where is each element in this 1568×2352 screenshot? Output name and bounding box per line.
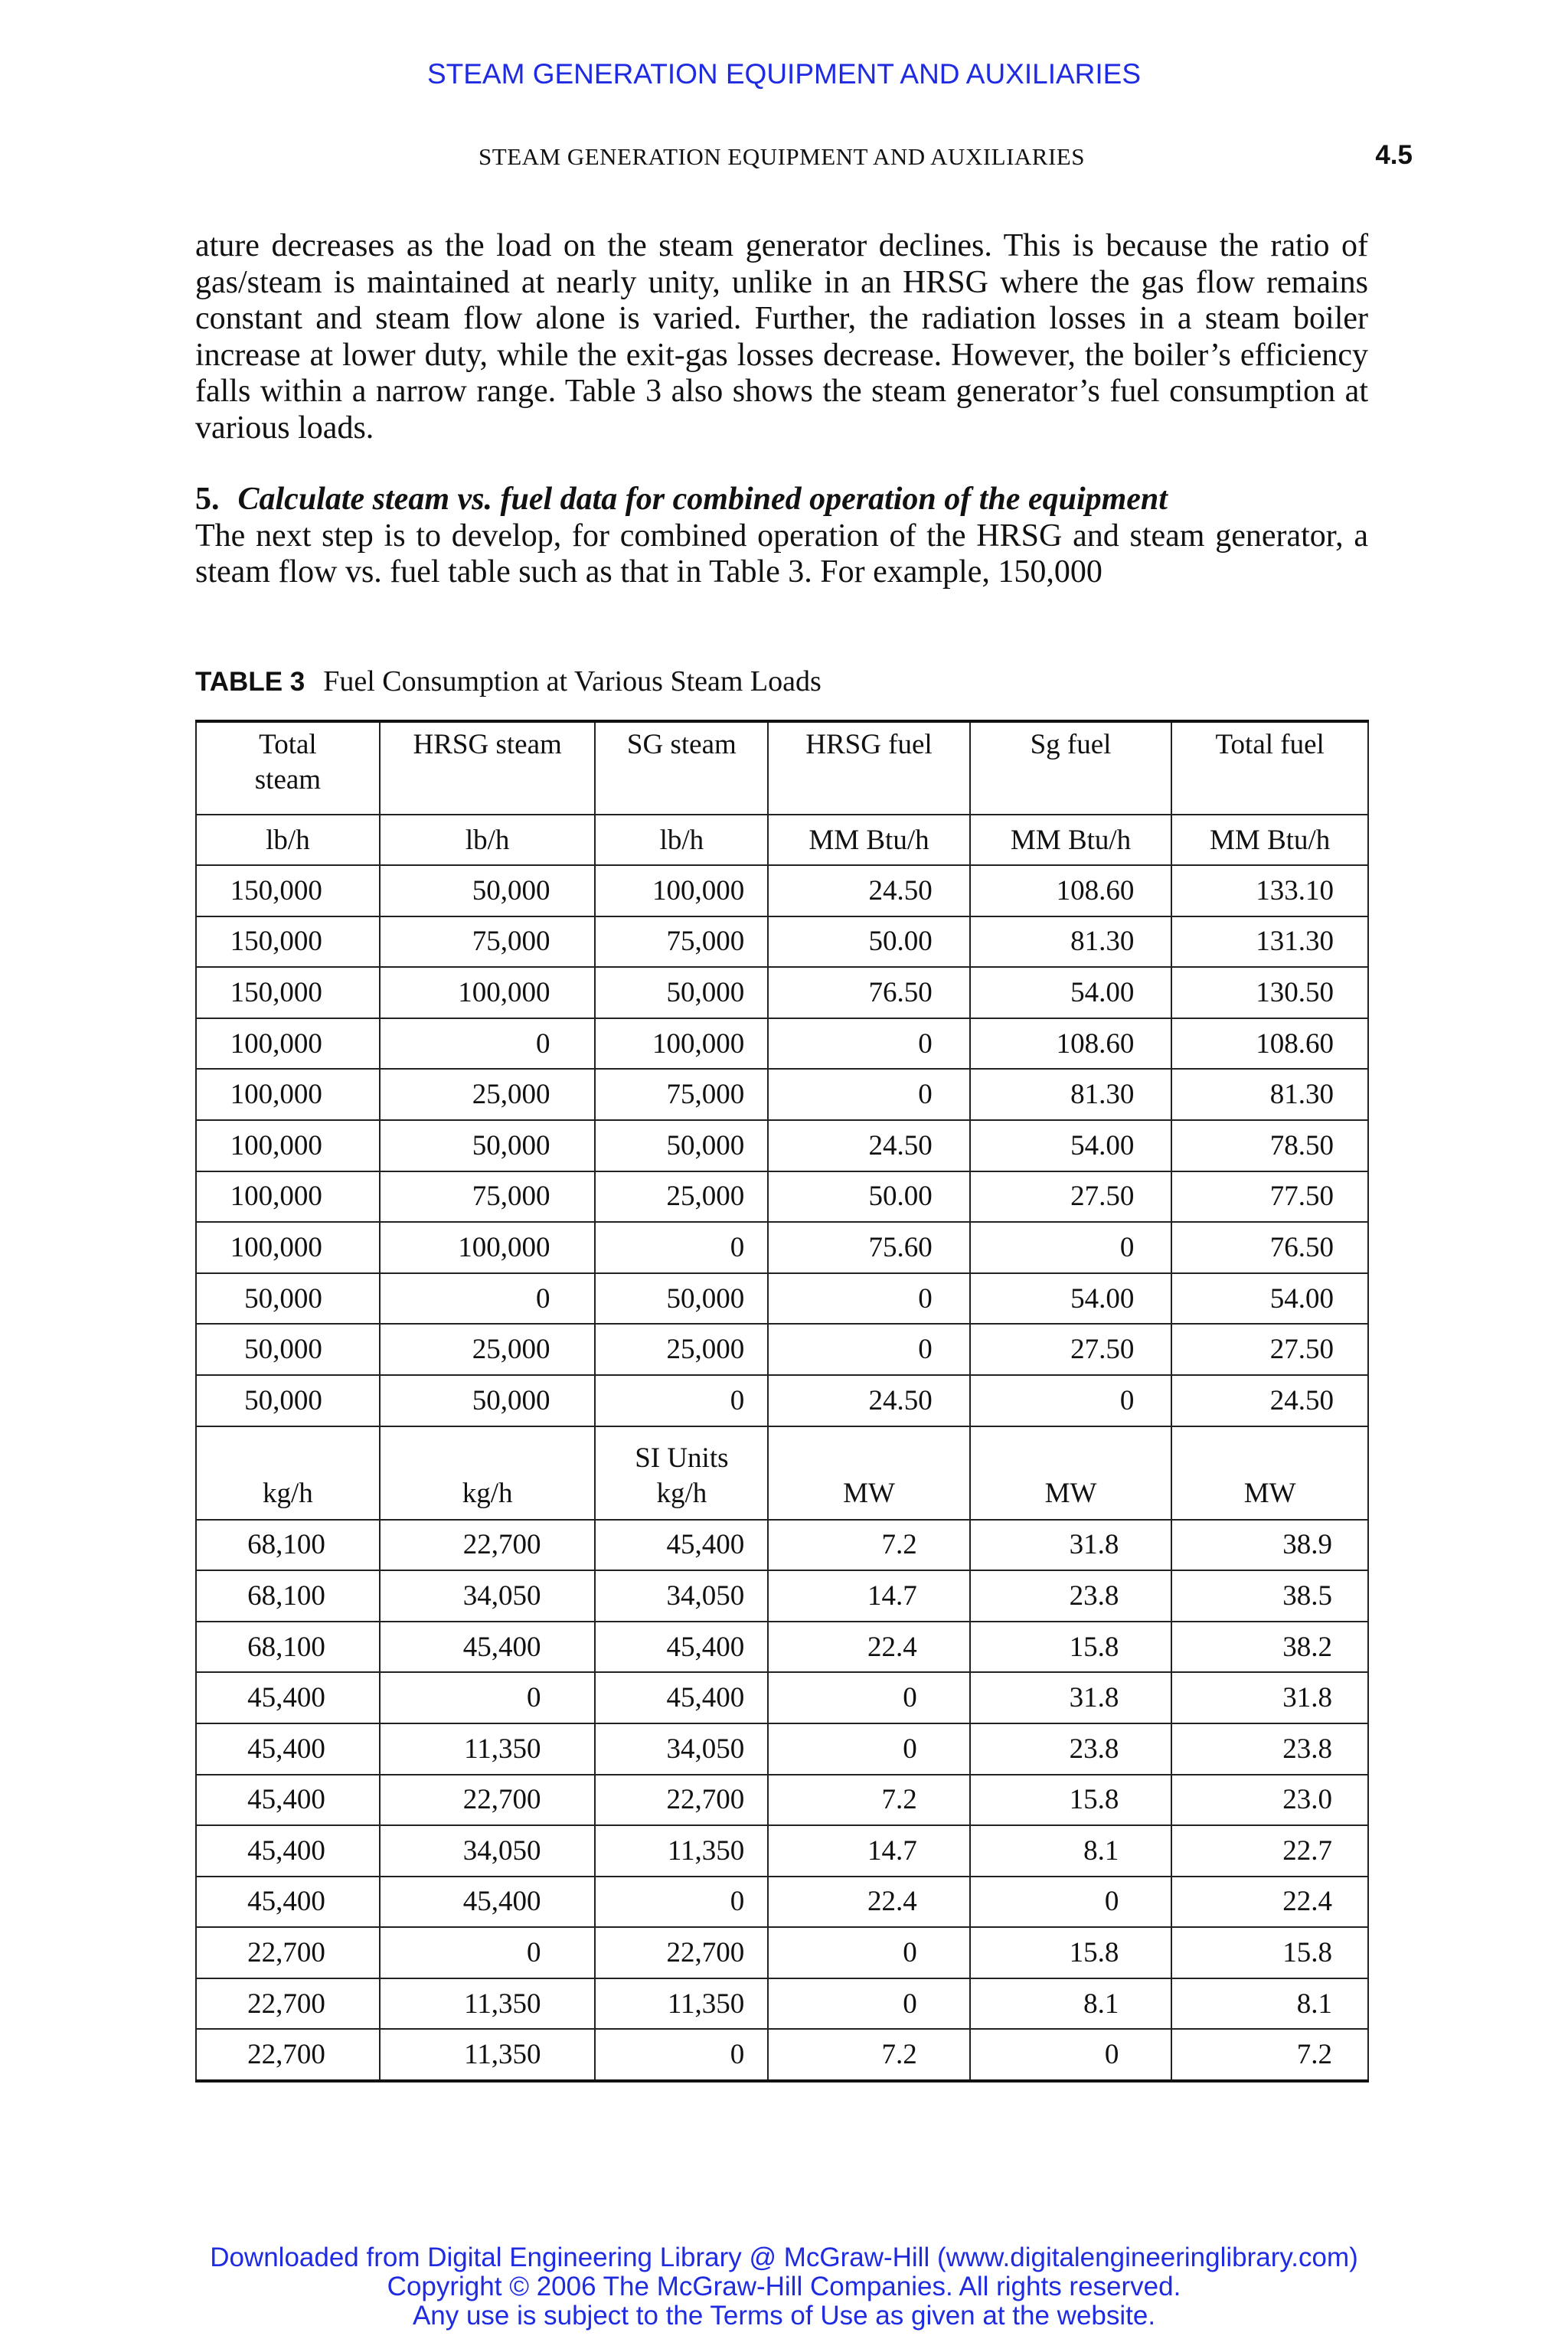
- table-cell: 0: [768, 1978, 970, 2030]
- table-row: [196, 1069, 1368, 1120]
- table-cell: 100,000: [380, 967, 596, 1018]
- table-row: [196, 1775, 1368, 1826]
- table-cell: 77.50: [1171, 1171, 1368, 1223]
- table-cell: 45,400: [196, 1672, 380, 1723]
- table-cell: 100,000: [196, 1171, 380, 1223]
- unit-cell: MM Btu/h: [1171, 815, 1368, 865]
- table-cell: 0: [768, 1672, 970, 1723]
- table-cell: 0: [970, 1877, 1172, 1928]
- table-row: [196, 1927, 1368, 1978]
- table-cell: 0: [768, 1723, 970, 1775]
- table-cell: 27.50: [970, 1324, 1172, 1375]
- step-5: [195, 482, 1368, 591]
- table-cell: 54.00: [970, 1120, 1172, 1171]
- table-cell: 31.8: [970, 1672, 1172, 1723]
- table-cell: 22.4: [768, 1877, 970, 1928]
- table-cell: 131.30: [1171, 916, 1368, 968]
- table-row: [196, 1520, 1368, 1571]
- table-cell: 0: [970, 2029, 1172, 2081]
- table-cell: 0: [768, 1069, 970, 1120]
- unit-cell: [595, 1426, 768, 1520]
- table-cell: 7.2: [768, 2029, 970, 2081]
- table-label: TABLE 3: [195, 667, 305, 697]
- unit-cell: lb/h: [595, 815, 768, 865]
- table-cell: 15.8: [1171, 1927, 1368, 1978]
- table-cell: 24.50: [1171, 1375, 1368, 1426]
- table-cell: 23.8: [1171, 1723, 1368, 1775]
- table-cell: 0: [970, 1222, 1172, 1273]
- table-cell: 8.1: [970, 1978, 1172, 2030]
- table-cell: 7.2: [768, 1775, 970, 1826]
- table-cell: 108.60: [1171, 1018, 1368, 1070]
- table-cell: 50,000: [196, 1273, 380, 1325]
- table-cell: 50,000: [380, 865, 596, 916]
- table-cell: 150,000: [196, 967, 380, 1018]
- table-cell: 25,000: [595, 1171, 768, 1223]
- table-cell: 22,700: [595, 1775, 768, 1826]
- unit-cell: MM Btu/h: [970, 815, 1172, 865]
- table-cell: 25,000: [380, 1324, 596, 1375]
- table-cell: 14.7: [768, 1825, 970, 1877]
- table-cell: 14.7: [768, 1570, 970, 1622]
- table-cell: 27.50: [1171, 1324, 1368, 1375]
- table-row: [196, 1273, 1368, 1325]
- table-cell: 11,350: [380, 1978, 596, 2030]
- table-cell: 8.1: [970, 1825, 1172, 1877]
- table-cell: 31.8: [1171, 1672, 1368, 1723]
- column-header: Total fuel: [1171, 721, 1368, 815]
- table-cell: 38.2: [1171, 1622, 1368, 1673]
- table-row: [196, 1877, 1368, 1928]
- table-cell: 50,000: [196, 1375, 380, 1426]
- footer-copyright-line: Copyright © 2006 The McGraw-Hill Companies. All rights reserved.: [387, 2272, 1181, 2301]
- table-row: [196, 2029, 1368, 2081]
- table-cell: 25,000: [595, 1324, 768, 1375]
- table-cell: 81.30: [970, 1069, 1172, 1120]
- table-cell: 50,000: [196, 1324, 380, 1375]
- table-cell: 11,350: [595, 1825, 768, 1877]
- table-row: [196, 1723, 1368, 1775]
- table-cell: 81.30: [970, 916, 1172, 968]
- table-cell: 68,100: [196, 1570, 380, 1622]
- unit-text: MW: [843, 1477, 895, 1509]
- table-cell: 78.50: [1171, 1120, 1368, 1171]
- table-cell: 24.50: [768, 1375, 970, 1426]
- table-cell: 50,000: [380, 1120, 596, 1171]
- table-cell: 68,100: [196, 1622, 380, 1673]
- table-row: [196, 967, 1368, 1018]
- table-cell: 0: [595, 1877, 768, 1928]
- table-cell: 45,400: [196, 1723, 380, 1775]
- table-cell: 11,350: [595, 1978, 768, 2030]
- table-cell: 15.8: [970, 1927, 1172, 1978]
- table-cell: 34,050: [595, 1570, 768, 1622]
- table-cell: 22,700: [196, 1978, 380, 2030]
- table-cell: 0: [380, 1273, 596, 1325]
- unit-cell: lb/h: [196, 815, 380, 865]
- table-cell: 24.50: [768, 1120, 970, 1171]
- table-cell: 75,000: [595, 916, 768, 968]
- table-cell: 34,050: [380, 1570, 596, 1622]
- unit-text: MW: [1243, 1477, 1296, 1509]
- table-cell: 100,000: [196, 1222, 380, 1273]
- table-cell: 0: [768, 1927, 970, 1978]
- table-cell: 45,400: [380, 1622, 596, 1673]
- table-cell: 22,700: [380, 1775, 596, 1826]
- table-cell: 75,000: [380, 916, 596, 968]
- step-heading: [195, 482, 1368, 518]
- table-cell: 76.50: [768, 967, 970, 1018]
- table-cell: 100,000: [595, 865, 768, 916]
- table-cell: 34,050: [380, 1825, 596, 1877]
- table-cell: 38.5: [1171, 1570, 1368, 1622]
- table-cell: 0: [595, 1375, 768, 1426]
- column-header: HRSG fuel: [768, 721, 970, 815]
- table-cell: 100,000: [196, 1018, 380, 1070]
- column-header: SG steam: [595, 721, 768, 815]
- table-cell: 45,400: [196, 1775, 380, 1826]
- table-row: [196, 1978, 1368, 2030]
- table-cell: 45,400: [196, 1825, 380, 1877]
- table-row: [196, 1672, 1368, 1723]
- table-cell: 0: [380, 1927, 596, 1978]
- table-cell: 108.60: [970, 865, 1172, 916]
- table-cell: 15.8: [970, 1622, 1172, 1673]
- unit-text: kg/h: [462, 1477, 513, 1509]
- table-cell: 23.8: [970, 1723, 1172, 1775]
- table-cell: 100,000: [380, 1222, 596, 1273]
- table-cell: 8.1: [1171, 1978, 1368, 2030]
- table-cell: 75,000: [595, 1069, 768, 1120]
- step-body: The next step is to develop, for combined operation of the HRSG and steam generator, a steam flow vs. fuel table such as that in Table 3. For example, 150,000: [195, 518, 1368, 590]
- body-paragraph: ature decreases as the load on the steam generator declines. This is because the ratio of gas/steam is maintained at nearly unity, unlike in an HRSG where the gas flow remains constant and steam flow alone is varied. Further, the radiation losses in a steam boiler increase at lower duty, while the exit-gas losses decrease. However, the boiler’s efficiency falls within a narrow range. Table 3 also shows the steam generator’s fuel consumption at various loads.: [195, 228, 1368, 446]
- table-cell: 0: [595, 1222, 768, 1273]
- table-cell: 11,350: [380, 1723, 596, 1775]
- table-row: [196, 865, 1368, 916]
- table-row: [196, 1570, 1368, 1622]
- table-cell: 100,000: [595, 1018, 768, 1070]
- table-cell: 22,700: [196, 2029, 380, 2081]
- table-cell: 50.00: [768, 916, 970, 968]
- column-header: Total steam: [196, 721, 380, 815]
- table-cell: 50,000: [380, 1375, 596, 1426]
- table-cell: 133.10: [1171, 865, 1368, 916]
- table-cell: 54.00: [970, 967, 1172, 1018]
- table-row: [196, 1120, 1368, 1171]
- table-cell: 22,700: [595, 1927, 768, 1978]
- table-row: [196, 1375, 1368, 1426]
- table-row: [196, 1222, 1368, 1273]
- table-cell: 22,700: [196, 1927, 380, 1978]
- table-cell: 50.00: [768, 1171, 970, 1223]
- unit-cell: [1171, 1426, 1368, 1520]
- table-cell: 108.60: [970, 1018, 1172, 1070]
- table-cell: 34,050: [595, 1723, 768, 1775]
- table-cell: 50,000: [595, 1120, 768, 1171]
- unit-cell: [196, 1426, 380, 1520]
- unit-cell: [970, 1426, 1172, 1520]
- table-cell: 50,000: [595, 967, 768, 1018]
- table-caption-text: Fuel Consumption at Various Steam Loads: [323, 665, 822, 697]
- table-cell: 22.4: [1171, 1877, 1368, 1928]
- unit-cell: MM Btu/h: [768, 815, 970, 865]
- running-head-title: STEAM GENERATION EQUIPMENT AND AUXILIARIES: [479, 143, 1085, 170]
- table-cell: 45,400: [380, 1877, 596, 1928]
- unit-text: kg/h: [656, 1477, 707, 1509]
- table-row: [196, 1018, 1368, 1070]
- table-cell: 24.50: [768, 865, 970, 916]
- table-cell: 150,000: [196, 916, 380, 968]
- si-units-label: SI Units: [635, 1442, 729, 1474]
- table-cell: 31.8: [970, 1520, 1172, 1571]
- us-units-row: [196, 815, 1368, 865]
- table-cell: 0: [970, 1375, 1172, 1426]
- table-header-row: [196, 721, 1368, 815]
- table-cell: 0: [595, 2029, 768, 2081]
- table-cell: 27.50: [970, 1171, 1172, 1223]
- table-cell: 45,400: [595, 1520, 768, 1571]
- table-cell: 38.9: [1171, 1520, 1368, 1571]
- table-cell: 150,000: [196, 865, 380, 916]
- table-cell: 45,400: [595, 1622, 768, 1673]
- table-cell: 0: [380, 1672, 596, 1723]
- table-cell: 25,000: [380, 1069, 596, 1120]
- table-cell: 50,000: [595, 1273, 768, 1325]
- footer-terms-line: Any use is subject to the Terms of Use as given at the website.: [412, 2301, 1156, 2331]
- table-cell: 22,700: [380, 1520, 596, 1571]
- column-header: HRSG steam: [380, 721, 596, 815]
- table-cell: 15.8: [970, 1775, 1172, 1826]
- page-number: 4.5: [1375, 140, 1413, 170]
- unit-cell: [768, 1426, 970, 1520]
- step-number: 5.: [195, 482, 220, 517]
- download-footer: [0, 2243, 1568, 2331]
- table-cell: 100,000: [196, 1069, 380, 1120]
- table-cell: 0: [768, 1018, 970, 1070]
- table-cell: 23.8: [970, 1570, 1172, 1622]
- unit-text: kg/h: [263, 1477, 313, 1509]
- table-cell: 7.2: [768, 1520, 970, 1571]
- table-cell: 11,350: [380, 2029, 596, 2081]
- footer-download-line: Downloaded from Digital Engineering Library @ McGraw-Hill (www.digitalengineeringlibrary.com): [210, 2243, 1358, 2272]
- site-banner: STEAM GENERATION EQUIPMENT AND AUXILIARIES: [426, 58, 1142, 90]
- table-cell: 81.30: [1171, 1069, 1368, 1120]
- table-cell: 75.60: [768, 1222, 970, 1273]
- table-row: [196, 916, 1368, 968]
- running-head: [195, 140, 1413, 180]
- step-title: Calculate steam vs. fuel data for combined operation of the equipment: [237, 482, 1168, 517]
- si-units-row: [196, 1426, 1368, 1520]
- table-cell: 45,400: [196, 1877, 380, 1928]
- table-cell: 76.50: [1171, 1222, 1368, 1273]
- table-cell: 0: [380, 1018, 596, 1070]
- table-cell: 100,000: [196, 1120, 380, 1171]
- table-cell: 22.4: [768, 1622, 970, 1673]
- table-cell: 45,400: [595, 1672, 768, 1723]
- table-cell: 54.00: [970, 1273, 1172, 1325]
- table-cell: 0: [768, 1324, 970, 1375]
- unit-cell: [380, 1426, 596, 1520]
- table-row: [196, 1171, 1368, 1223]
- table-cell: 0: [768, 1273, 970, 1325]
- table-cell: 75,000: [380, 1171, 596, 1223]
- table-cell: 7.2: [1171, 2029, 1368, 2081]
- unit-text: MW: [1044, 1477, 1097, 1509]
- table-cell: 130.50: [1171, 967, 1368, 1018]
- table-row: [196, 1825, 1368, 1877]
- table-cell: 22.7: [1171, 1825, 1368, 1877]
- table-cell: 23.0: [1171, 1775, 1368, 1826]
- table-row: [196, 1622, 1368, 1673]
- table-cell: 54.00: [1171, 1273, 1368, 1325]
- unit-cell: lb/h: [380, 815, 596, 865]
- table-caption: [195, 665, 822, 698]
- table-cell: 68,100: [196, 1520, 380, 1571]
- column-header: Sg fuel: [970, 721, 1172, 815]
- table-row: [196, 1324, 1368, 1375]
- fuel-consumption-table: [195, 720, 1369, 2082]
